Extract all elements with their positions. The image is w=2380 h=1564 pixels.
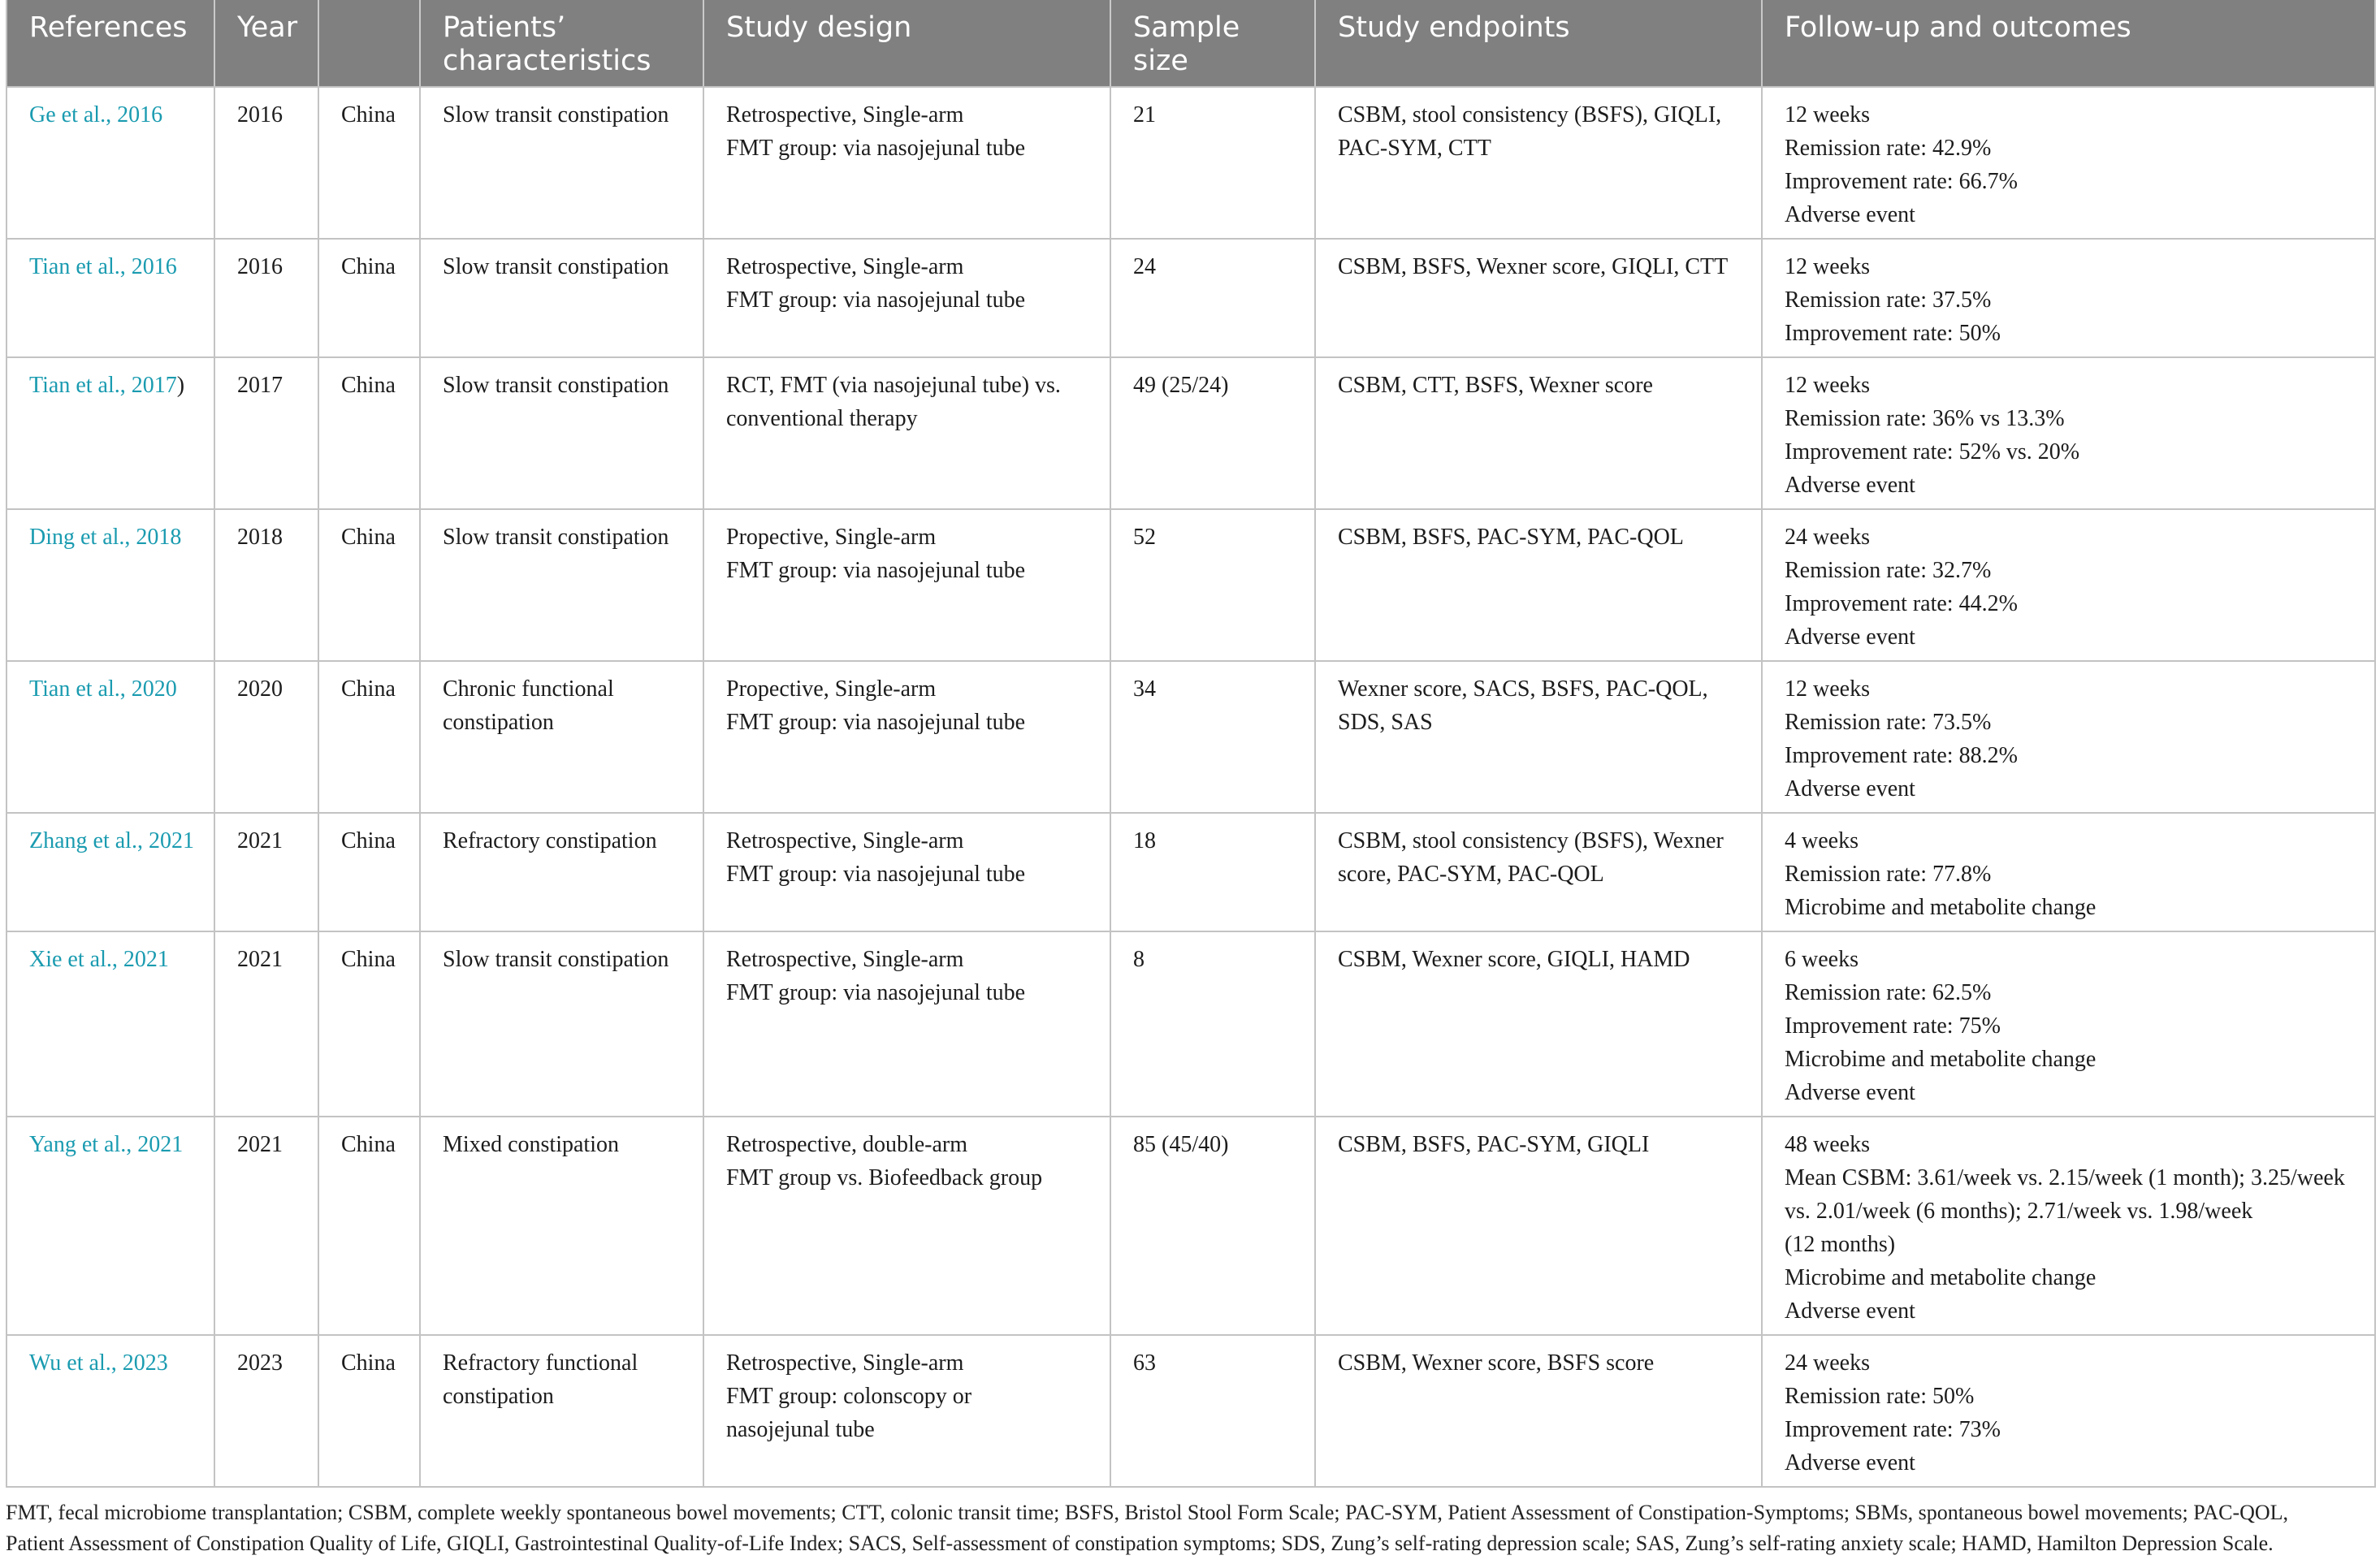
cell-country: China [318,931,420,1117]
cell-line: Chronic functional [443,676,614,702]
cell-line: CSBM, stool consistency (BSFS), Wexner [1338,828,1724,853]
cell-line: Retrospective, Single-arm [726,1350,964,1376]
table-footnote [6,1497,2374,1559]
cell-line: Improvement rate: 88.2% [1785,743,2018,768]
reference-link[interactable]: Zhang et al., 2021 [29,828,194,853]
cell-references [6,1117,214,1335]
cell-line: PAC-SYM, CTT [1338,136,1491,161]
cell-line: constipation [443,710,554,735]
cell-line: (12 months) [1785,1232,1896,1257]
cell-year: 2021 [214,1117,318,1335]
cell-endpoints [1315,661,1762,813]
cell-year: 2017 [214,357,318,509]
cell-line: FMT group: via nasojejunal tube [726,287,1026,313]
cell-line: CSBM, Wexner score, GIQLI, HAMD [1338,947,1690,972]
reference-link[interactable]: Wu et al., 2023 [29,1350,168,1376]
cell-line: 12 weeks [1785,676,1870,702]
cell-year: 2016 [214,87,318,239]
cell-line: CSBM, BSFS, Wexner score, GIQLI, CTT [1338,254,1729,279]
cell-sample: 18 [1110,813,1315,931]
cell-line: constipation [443,1384,554,1409]
cell-followup [1762,87,2375,239]
cell-line: 24 weeks [1785,525,1870,550]
reference-suffix: ) [176,373,185,398]
cell-design [703,509,1110,661]
cell-line: Remission rate: 73.5% [1785,710,1992,735]
cell-references [6,509,214,661]
reference-link[interactable]: Tian et al., 2020 [29,676,177,702]
table-row [6,1335,2375,1487]
cell-line: Adverse event [1785,776,1915,801]
cell-followup [1762,239,2375,357]
cell-line: score, PAC-SYM, PAC-QOL [1338,862,1604,887]
fmt-studies-table [6,0,2376,1488]
table-row [6,239,2375,357]
cell-references [6,87,214,239]
cell-line: Slow transit constipation [443,102,669,127]
table-row [6,931,2375,1117]
column-header-references: References [6,0,214,87]
cell-line: Improvement rate: 75% [1785,1013,2001,1039]
cell-sample: 34 [1110,661,1315,813]
cell-followup [1762,357,2375,509]
cell-line: Remission rate: 37.5% [1785,287,1992,313]
cell-line: CSBM, CTT, BSFS, Wexner score [1338,373,1653,398]
footnote-line: Patient Assessment of Constipation Quality of Life, GIQLI, Gastrointestinal Quality-of-Life Index; SACS, Self-assessment of constipation symptoms; SDS, Zung’s self-rating depression scale; SAS, Zung’s self-rating anxiety scale; HAMD, Hamilton Depression Scale. [6,1532,2274,1555]
table-header [6,0,2375,87]
reference-link[interactable]: Xie et al., 2021 [29,947,169,972]
cell-followup [1762,1117,2375,1335]
cell-sample: 21 [1110,87,1315,239]
column-header-year: Year [214,0,318,87]
column-header-endpoints: Study endpoints [1315,0,1762,87]
cell-sample: 49 (25/24) [1110,357,1315,509]
cell-endpoints [1315,239,1762,357]
cell-country: China [318,87,420,239]
cell-year: 2021 [214,931,318,1117]
cell-country: China [318,357,420,509]
cell-patients [420,509,703,661]
table-row [6,813,2375,931]
cell-line: CSBM, Wexner score, BSFS score [1338,1350,1655,1376]
cell-year: 2020 [214,661,318,813]
cell-patients [420,931,703,1117]
cell-line: Retrospective, Single-arm [726,254,964,279]
cell-line: nasojejunal tube [726,1417,875,1442]
cell-patients [420,813,703,931]
cell-line: Slow transit constipation [443,525,669,550]
cell-references [6,1335,214,1487]
cell-line: Improvement rate: 52% vs. 20% [1785,439,2080,464]
cell-references [6,931,214,1117]
cell-line: Microbime and metabolite change [1785,1265,2097,1290]
cell-line: Adverse event [1785,1450,1915,1475]
cell-line: FMT group: via nasojejunal tube [726,710,1026,735]
cell-line: Remission rate: 77.8% [1785,862,1992,887]
cell-sample: 24 [1110,239,1315,357]
cell-line: Retrospective, double-arm [726,1132,968,1157]
cell-line: conventional therapy [726,406,918,431]
cell-line: FMT group: via nasojejunal tube [726,136,1026,161]
cell-line: Mixed constipation [443,1132,619,1157]
cell-country: China [318,509,420,661]
cell-line: FMT group vs. Biofeedback group [726,1165,1043,1190]
cell-line: Propective, Single-arm [726,525,937,550]
table-row [6,661,2375,813]
cell-line: 6 weeks [1785,947,1859,972]
cell-country: China [318,1117,420,1335]
footnote-line: FMT, fecal microbiome transplantation; CSBM, complete weekly spontaneous bowel movements; CTT, colonic transit time; BSFS, Bristol Stool Form Scale; PAC-SYM, Patient Assessment of Constipation-Symptoms; SBMs, spontaneous bowel movements; PAC-QOL, [6,1501,2289,1524]
cell-line: FMT group: via nasojejunal tube [726,980,1026,1005]
cell-line: CSBM, stool consistency (BSFS), GIQLI, [1338,102,1722,127]
cell-design [703,239,1110,357]
cell-line: Retrospective, Single-arm [726,102,964,127]
cell-line: 12 weeks [1785,373,1870,398]
cell-followup [1762,509,2375,661]
cell-sample: 63 [1110,1335,1315,1487]
cell-endpoints [1315,87,1762,239]
cell-references [6,357,214,509]
cell-sample: 85 (45/40) [1110,1117,1315,1335]
cell-patients [420,1117,703,1335]
table-row [6,1117,2375,1335]
cell-line: Improvement rate: 73% [1785,1417,2001,1442]
cell-line: Improvement rate: 50% [1785,321,2001,346]
cell-line: Propective, Single-arm [726,676,937,702]
cell-followup [1762,661,2375,813]
cell-line: Improvement rate: 44.2% [1785,591,2018,616]
column-header-sample: Sample size [1110,0,1315,87]
table-figure [6,0,2374,1559]
reference-link[interactable]: Tian et al., 2017 [29,373,177,398]
reference-link[interactable]: Yang et al., 2021 [29,1132,184,1157]
cell-patients [420,661,703,813]
cell-line: vs. 2.01/week (6 months); 2.71/week vs. 1.98/week [1785,1199,2253,1224]
cell-followup [1762,1335,2375,1487]
cell-line: CSBM, BSFS, PAC-SYM, GIQLI [1338,1132,1650,1157]
cell-line: Slow transit constipation [443,254,669,279]
cell-design [703,661,1110,813]
cell-year: 2023 [214,1335,318,1487]
cell-year: 2016 [214,239,318,357]
cell-line: Mean CSBM: 3.61/week vs. 2.15/week (1 month); 3.25/week [1785,1165,2345,1190]
column-header-country [318,0,420,87]
cell-line: Microbime and metabolite change [1785,895,2097,920]
cell-endpoints [1315,1335,1762,1487]
column-header-design: Study design [703,0,1110,87]
cell-line: Adverse event [1785,1298,1915,1324]
cell-design [703,931,1110,1117]
cell-design [703,1335,1110,1487]
cell-year: 2021 [214,813,318,931]
cell-line: FMT group: via nasojejunal tube [726,558,1026,583]
cell-endpoints [1315,509,1762,661]
cell-line: Remission rate: 32.7% [1785,558,1992,583]
table-row [6,87,2375,239]
cell-references [6,239,214,357]
cell-line: Adverse event [1785,202,1915,227]
cell-line: 12 weeks [1785,102,1870,127]
table-row [6,509,2375,661]
cell-line: FMT group: colonscopy or [726,1384,972,1409]
cell-line: Adverse event [1785,1080,1915,1105]
cell-patients [420,357,703,509]
cell-line: Slow transit constipation [443,947,669,972]
cell-country: China [318,239,420,357]
table-body [6,87,2375,1487]
cell-patients [420,239,703,357]
cell-line: Remission rate: 50% [1785,1384,1975,1409]
cell-line: Remission rate: 62.5% [1785,980,1992,1005]
cell-line: CSBM, BSFS, PAC-SYM, PAC-QOL [1338,525,1684,550]
cell-sample: 52 [1110,509,1315,661]
cell-followup [1762,813,2375,931]
reference-link[interactable]: Ding et al., 2018 [29,525,182,550]
cell-line: Adverse event [1785,473,1915,498]
cell-line: Retrospective, Single-arm [726,947,964,972]
cell-line: Refractory constipation [443,828,657,853]
cell-line: Slow transit constipation [443,373,669,398]
cell-line: Remission rate: 36% vs 13.3% [1785,406,2065,431]
reference-link[interactable]: Ge et al., 2016 [29,102,163,127]
cell-followup [1762,931,2375,1117]
column-header-patients: Patients’ characteristics [420,0,703,87]
cell-country: China [318,661,420,813]
cell-line: 12 weeks [1785,254,1870,279]
cell-line: 48 weeks [1785,1132,1870,1157]
cell-endpoints [1315,1117,1762,1335]
cell-endpoints [1315,931,1762,1117]
cell-design [703,1117,1110,1335]
header-row [6,0,2375,87]
cell-line: Microbime and metabolite change [1785,1047,2097,1072]
cell-references [6,661,214,813]
cell-patients [420,87,703,239]
cell-line: Adverse event [1785,624,1915,650]
column-header-followup: Follow-up and outcomes [1762,0,2375,87]
cell-line: 24 weeks [1785,1350,1870,1376]
cell-line: FMT group: via nasojejunal tube [726,862,1026,887]
cell-line: SDS, SAS [1338,710,1433,735]
reference-link[interactable]: Tian et al., 2016 [29,254,177,279]
cell-references [6,813,214,931]
cell-country: China [318,1335,420,1487]
cell-patients [420,1335,703,1487]
cell-design [703,357,1110,509]
cell-design [703,87,1110,239]
cell-country: China [318,813,420,931]
cell-year: 2018 [214,509,318,661]
table-row [6,357,2375,509]
cell-line: Refractory functional [443,1350,638,1376]
cell-sample: 8 [1110,931,1315,1117]
cell-line: Improvement rate: 66.7% [1785,169,2018,194]
cell-endpoints [1315,813,1762,931]
cell-endpoints [1315,357,1762,509]
cell-line: 4 weeks [1785,828,1859,853]
cell-design [703,813,1110,931]
cell-line: Wexner score, SACS, BSFS, PAC-QOL, [1338,676,1708,702]
cell-line: Remission rate: 42.9% [1785,136,1992,161]
cell-line: RCT, FMT (via nasojejunal tube) vs. [726,373,1061,398]
cell-line: Retrospective, Single-arm [726,828,964,853]
